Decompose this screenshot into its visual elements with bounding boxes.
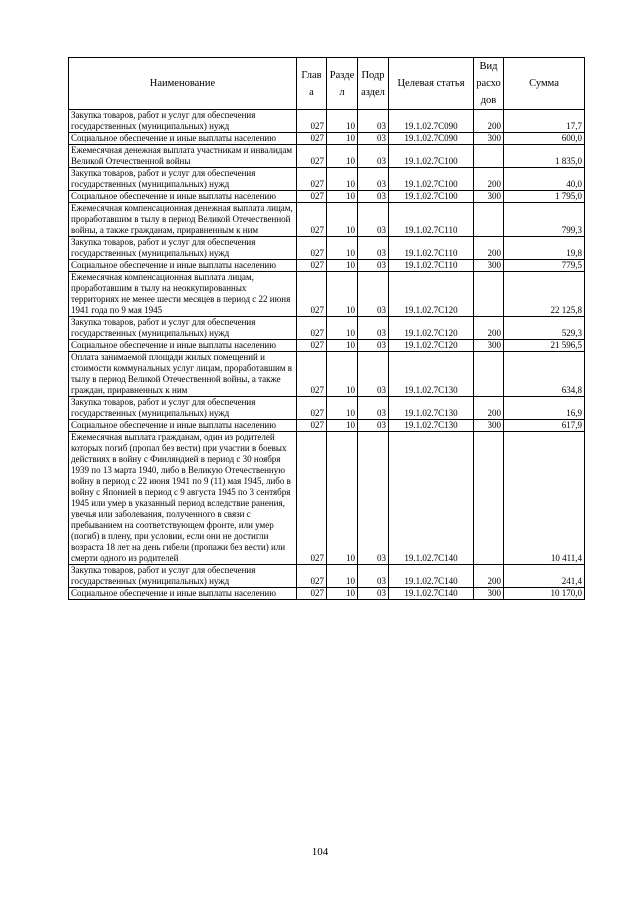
table-row: [69, 588, 585, 600]
cell-vid: 200: [474, 168, 504, 191]
cell-podrazdel: 03: [358, 397, 389, 420]
cell-sum: 1 795,0: [504, 191, 585, 203]
cell-target: 19.1.02.7С120: [389, 272, 474, 317]
cell-target: 19.1.02.7С120: [389, 340, 474, 352]
cell-glava: 027: [297, 588, 327, 600]
table-body: [69, 110, 585, 600]
cell-vid: 300: [474, 420, 504, 432]
cell-sum: 16,9: [504, 397, 585, 420]
cell-podrazdel: 03: [358, 145, 389, 168]
cell-glava: 027: [297, 145, 327, 168]
cell-name: Закупка товаров, работ и услуг для обеспечения государственных (муниципальных) нужд: [69, 565, 297, 588]
cell-glava: 027: [297, 168, 327, 191]
cell-name: Ежемесячная выплата гражданам, один из родителей которых погиб (пропал без вести) при участии в боевых действиях в войну с Финляндией в период с 30 ноября 1939 по 13 марта 1940, либо в Великую Отечественную войну в период с 22 июня 1941 по 9 (11) мая 1945, либо в войну с Японией в период с 9 августа 1945 по 3 сентября 1945 или умер в указанный период вследствие ранения, увечья или заболевания, полученного в связи с пребыванием на соответствующем фронте, или умер (погиб) в плену, при условии, если они не достигли возраста 18 лет на день гибели (пропажи без вести) или смерти одного из родителей: [69, 432, 297, 565]
cell-sum: 617,9: [504, 420, 585, 432]
cell-name: Ежемесячная компенсационная денежная выплата лицам, проработавшим в тылу в период Великой Отечественной войны, а также гражданам, приравненным к ним: [69, 203, 297, 237]
header-sum: Сумма: [504, 58, 585, 110]
cell-name: Ежемесячная денежная выплата участникам и инвалидам Великой Отечественной войны: [69, 145, 297, 168]
cell-vid: 200: [474, 317, 504, 340]
cell-podrazdel: 03: [358, 432, 389, 565]
cell-podrazdel: 03: [358, 133, 389, 145]
cell-glava: 027: [297, 352, 327, 397]
cell-podrazdel: 03: [358, 272, 389, 317]
table-row: [69, 340, 585, 352]
cell-target: 19.1.02.7С110: [389, 237, 474, 260]
table-header-row: [69, 58, 585, 110]
cell-target: 19.1.02.7С100: [389, 145, 474, 168]
table-row: [69, 110, 585, 133]
table-row: [69, 191, 585, 203]
cell-sum: 1 835,0: [504, 145, 585, 168]
cell-vid: 300: [474, 191, 504, 203]
cell-sum: 600,0: [504, 133, 585, 145]
cell-vid: 300: [474, 340, 504, 352]
cell-sum: 779,5: [504, 260, 585, 272]
cell-sum: 529,3: [504, 317, 585, 340]
cell-sum: 241,4: [504, 565, 585, 588]
cell-target: 19.1.02.7С090: [389, 133, 474, 145]
cell-razdel: 10: [327, 110, 358, 133]
cell-razdel: 10: [327, 432, 358, 565]
cell-sum: 21 596,5: [504, 340, 585, 352]
cell-name: Оплата занимаемой площади жилых помещений и стоимости коммунальных услуг лицам, проработавшим в тылу в период Великой Отечественной войны, а также граждан, приравненных к ним: [69, 352, 297, 397]
cell-podrazdel: 03: [358, 565, 389, 588]
budget-table-container: [68, 57, 584, 600]
cell-podrazdel: 03: [358, 110, 389, 133]
header-podrazdel: Подр аздел: [358, 58, 389, 110]
cell-glava: 027: [297, 203, 327, 237]
cell-podrazdel: 03: [358, 168, 389, 191]
cell-target: 19.1.02.7С100: [389, 168, 474, 191]
cell-razdel: 10: [327, 397, 358, 420]
cell-name: Социальное обеспечение и иные выплаты населению: [69, 260, 297, 272]
cell-target: 19.1.02.7С120: [389, 317, 474, 340]
table-row: [69, 272, 585, 317]
cell-vid: 200: [474, 110, 504, 133]
cell-name: Социальное обеспечение и иные выплаты населению: [69, 191, 297, 203]
cell-glava: 027: [297, 432, 327, 565]
cell-glava: 027: [297, 133, 327, 145]
cell-name: Социальное обеспечение и иные выплаты населению: [69, 588, 297, 600]
header-name: Наименование: [69, 58, 297, 110]
cell-name: Социальное обеспечение и иные выплаты населению: [69, 340, 297, 352]
cell-vid: 200: [474, 565, 504, 588]
cell-target: 19.1.02.7С140: [389, 432, 474, 565]
cell-razdel: 10: [327, 340, 358, 352]
cell-sum: 10 411,4: [504, 432, 585, 565]
cell-name: Закупка товаров, работ и услуг для обеспечения государственных (муниципальных) нужд: [69, 317, 297, 340]
cell-vid: [474, 145, 504, 168]
header-target: Целевая статья: [389, 58, 474, 110]
cell-podrazdel: 03: [358, 340, 389, 352]
page-number: 104: [311, 846, 329, 858]
cell-target: 19.1.02.7С130: [389, 397, 474, 420]
cell-target: 19.1.02.7С140: [389, 588, 474, 600]
table-row: [69, 145, 585, 168]
table-row: [69, 420, 585, 432]
table-row: [69, 352, 585, 397]
cell-sum: 40,0: [504, 168, 585, 191]
budget-table: [68, 57, 585, 600]
cell-podrazdel: 03: [358, 260, 389, 272]
cell-razdel: 10: [327, 191, 358, 203]
cell-razdel: 10: [327, 272, 358, 317]
cell-glava: 027: [297, 272, 327, 317]
cell-podrazdel: 03: [358, 352, 389, 397]
cell-razdel: 10: [327, 237, 358, 260]
header-glava: Глав а: [297, 58, 327, 110]
cell-name: Ежемесячная компенсационная выплата лицам, проработавшим в тылу на неоккупированных территориях не менее шести месяцев в период с 22 июня 1941 года по 9 мая 1945: [69, 272, 297, 317]
cell-glava: 027: [297, 565, 327, 588]
cell-name: Социальное обеспечение и иные выплаты населению: [69, 420, 297, 432]
cell-target: 19.1.02.7С140: [389, 565, 474, 588]
cell-name: Закупка товаров, работ и услуг для обеспечения государственных (муниципальных) нужд: [69, 110, 297, 133]
cell-podrazdel: 03: [358, 420, 389, 432]
cell-razdel: 10: [327, 565, 358, 588]
cell-sum: 17,7: [504, 110, 585, 133]
table-row: [69, 432, 585, 565]
cell-sum: 22 125,8: [504, 272, 585, 317]
cell-glava: 027: [297, 397, 327, 420]
cell-glava: 027: [297, 340, 327, 352]
cell-podrazdel: 03: [358, 237, 389, 260]
cell-vid: 300: [474, 260, 504, 272]
cell-name: Закупка товаров, работ и услуг для обеспечения государственных (муниципальных) нужд: [69, 168, 297, 191]
table-row: [69, 168, 585, 191]
table-row: [69, 260, 585, 272]
table-row: [69, 133, 585, 145]
cell-sum: 10 170,0: [504, 588, 585, 600]
cell-vid: [474, 272, 504, 317]
cell-vid: 300: [474, 588, 504, 600]
cell-podrazdel: 03: [358, 588, 389, 600]
cell-razdel: 10: [327, 203, 358, 237]
cell-glava: 027: [297, 317, 327, 340]
table-row: [69, 237, 585, 260]
cell-razdel: 10: [327, 420, 358, 432]
table-row: [69, 317, 585, 340]
table-row: [69, 203, 585, 237]
header-vid: Вид расхо дов: [474, 58, 504, 110]
cell-razdel: 10: [327, 260, 358, 272]
cell-razdel: 10: [327, 133, 358, 145]
cell-name: Закупка товаров, работ и услуг для обеспечения государственных (муниципальных) нужд: [69, 237, 297, 260]
cell-glava: 027: [297, 191, 327, 203]
cell-name: Закупка товаров, работ и услуг для обеспечения государственных (муниципальных) нужд: [69, 397, 297, 420]
cell-vid: [474, 203, 504, 237]
cell-vid: [474, 352, 504, 397]
cell-podrazdel: 03: [358, 203, 389, 237]
cell-target: 19.1.02.7С100: [389, 191, 474, 203]
cell-target: 19.1.02.7С130: [389, 420, 474, 432]
cell-target: 19.1.02.7С090: [389, 110, 474, 133]
cell-podrazdel: 03: [358, 191, 389, 203]
cell-razdel: 10: [327, 588, 358, 600]
table-row: [69, 565, 585, 588]
cell-sum: 634,8: [504, 352, 585, 397]
cell-vid: 300: [474, 133, 504, 145]
table-row: [69, 397, 585, 420]
cell-vid: 200: [474, 397, 504, 420]
cell-sum: 19,8: [504, 237, 585, 260]
cell-vid: 200: [474, 237, 504, 260]
cell-razdel: 10: [327, 168, 358, 191]
cell-razdel: 10: [327, 352, 358, 397]
cell-razdel: 10: [327, 145, 358, 168]
cell-podrazdel: 03: [358, 317, 389, 340]
cell-target: 19.1.02.7С110: [389, 260, 474, 272]
cell-glava: 027: [297, 420, 327, 432]
cell-sum: 799,3: [504, 203, 585, 237]
cell-glava: 027: [297, 260, 327, 272]
cell-razdel: 10: [327, 317, 358, 340]
cell-target: 19.1.02.7С110: [389, 203, 474, 237]
cell-vid: [474, 432, 504, 565]
header-razdel: Разде л: [327, 58, 358, 110]
cell-glava: 027: [297, 237, 327, 260]
cell-target: 19.1.02.7С130: [389, 352, 474, 397]
cell-name: Социальное обеспечение и иные выплаты населению: [69, 133, 297, 145]
cell-glava: 027: [297, 110, 327, 133]
